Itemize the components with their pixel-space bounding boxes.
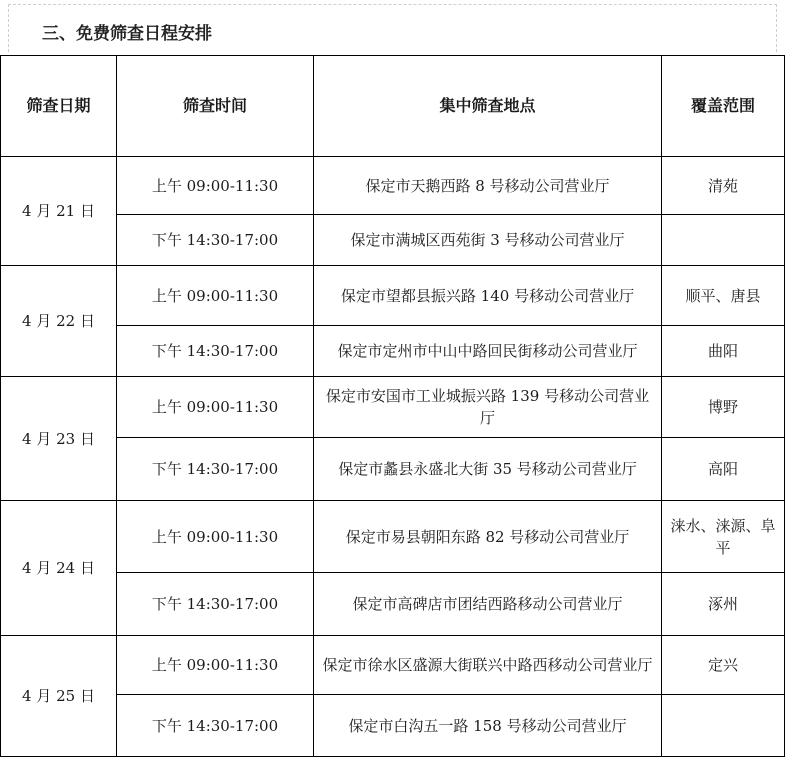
area-cell: 定兴 (662, 636, 785, 695)
time-cell: 上午 09:00-11:30 (117, 266, 314, 326)
location-cell: 保定市徐水区盛源大街联兴中路西移动公司营业厅 (314, 636, 662, 695)
section-header (8, 4, 777, 52)
area-cell: 涿州 (662, 573, 785, 636)
area-cell (662, 695, 785, 757)
table-row (1, 266, 785, 326)
time-cell: 上午 09:00-11:30 (117, 157, 314, 215)
table-row (1, 573, 785, 636)
location-cell: 保定市定州市中山中路回民街移动公司营业厅 (314, 326, 662, 377)
location-cell: 保定市天鹅西路 8 号移动公司营业厅 (314, 157, 662, 215)
area-cell: 顺平、唐县 (662, 266, 785, 326)
area-cell: 博野 (662, 377, 785, 438)
area-cell: 清苑 (662, 157, 785, 215)
screening-schedule-table (0, 55, 785, 757)
header-date: 筛查日期 (1, 56, 117, 157)
time-cell: 上午 09:00-11:30 (117, 636, 314, 695)
table-row (1, 157, 785, 215)
date-cell: 4 月 25 日 (1, 636, 117, 757)
date-cell: 4 月 23 日 (1, 377, 117, 501)
area-cell: 曲阳 (662, 326, 785, 377)
location-cell: 保定市蠡县永盛北大街 35 号移动公司营业厅 (314, 438, 662, 501)
table-row (1, 438, 785, 501)
area-cell (662, 215, 785, 266)
time-cell: 下午 14:30-17:00 (117, 695, 314, 757)
location-cell: 保定市高碑店市团结西路移动公司营业厅 (314, 573, 662, 636)
location-cell: 保定市安国市工业城振兴路 139 号移动公司营业厅 (314, 377, 662, 438)
time-cell: 上午 09:00-11:30 (117, 501, 314, 573)
section-title: 三、免费筛查日程安排 (42, 24, 212, 44)
table-row (1, 636, 785, 695)
area-cell: 高阳 (662, 438, 785, 501)
location-cell: 保定市白沟五一路 158 号移动公司营业厅 (314, 695, 662, 757)
table-row (1, 695, 785, 757)
location-cell: 保定市易县朝阳东路 82 号移动公司营业厅 (314, 501, 662, 573)
header-area: 覆盖范围 (662, 56, 785, 157)
table-row (1, 215, 785, 266)
time-cell: 下午 14:30-17:00 (117, 438, 314, 501)
time-cell: 下午 14:30-17:00 (117, 326, 314, 377)
date-cell: 4 月 22 日 (1, 266, 117, 377)
header-time: 筛查时间 (117, 56, 314, 157)
table-row (1, 501, 785, 573)
table-row (1, 326, 785, 377)
header-location: 集中筛查地点 (314, 56, 662, 157)
area-cell: 涞水、涞源、阜平 (662, 501, 785, 573)
date-cell: 4 月 21 日 (1, 157, 117, 266)
table-row (1, 377, 785, 438)
table-header-row (1, 56, 785, 157)
time-cell: 下午 14:30-17:00 (117, 215, 314, 266)
time-cell: 下午 14:30-17:00 (117, 573, 314, 636)
location-cell: 保定市满城区西苑街 3 号移动公司营业厅 (314, 215, 662, 266)
location-cell: 保定市望都县振兴路 140 号移动公司营业厅 (314, 266, 662, 326)
time-cell: 上午 09:00-11:30 (117, 377, 314, 438)
date-cell: 4 月 24 日 (1, 501, 117, 636)
